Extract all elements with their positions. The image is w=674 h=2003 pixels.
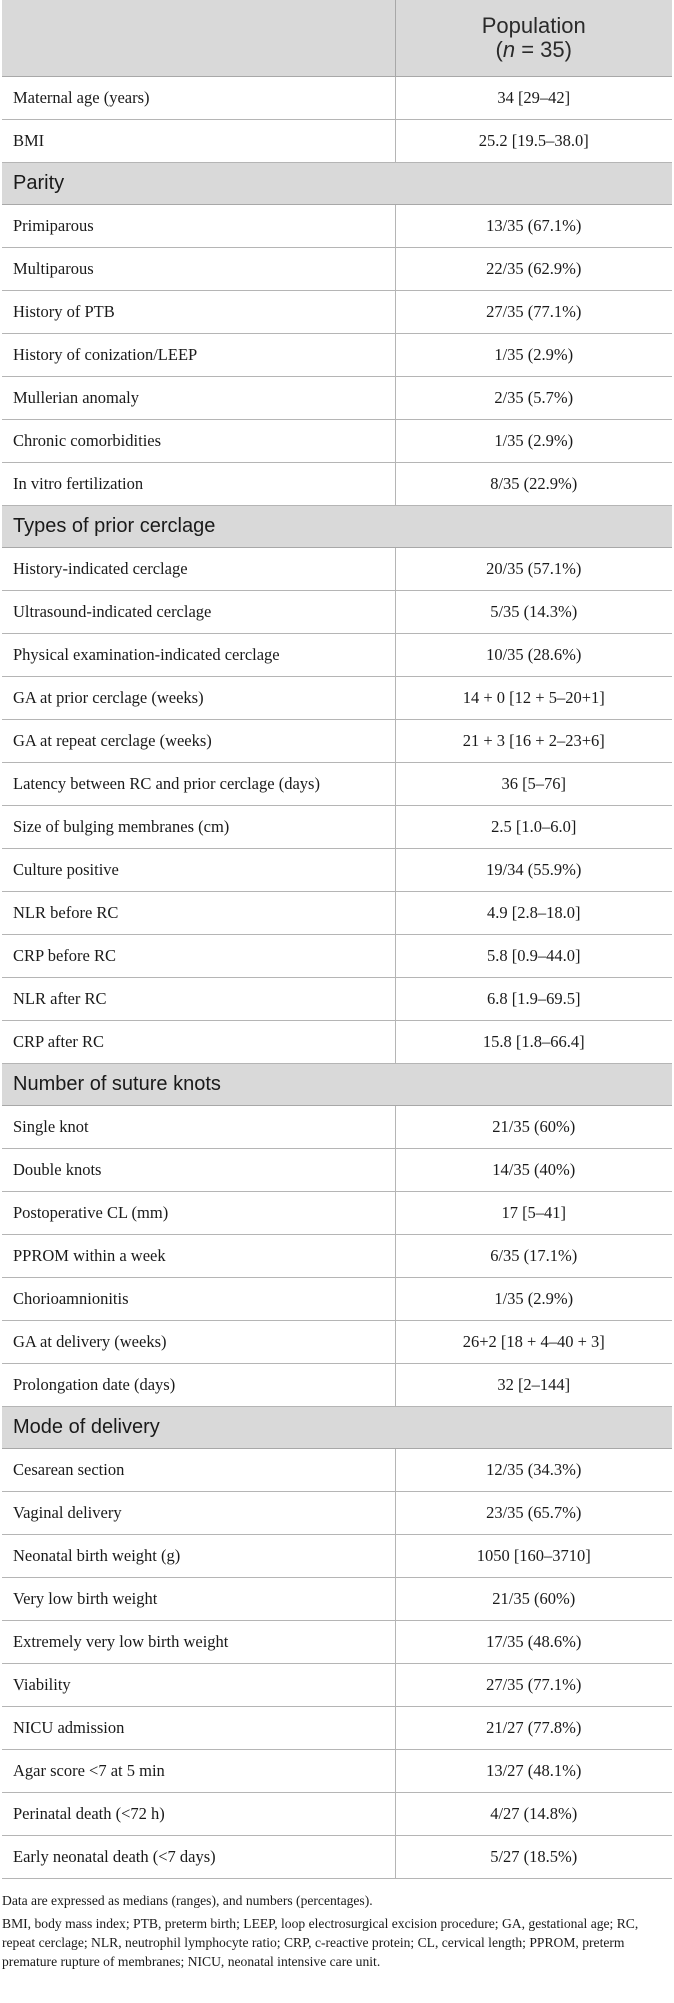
row-label: Single knot — [2, 1106, 395, 1149]
section-title: Number of suture knots — [2, 1064, 672, 1106]
table-row — [2, 978, 672, 1021]
table-row — [2, 720, 672, 763]
table-row — [2, 463, 672, 506]
table-row — [2, 1021, 672, 1064]
table-row — [2, 334, 672, 377]
row-label: Neonatal birth weight (g) — [2, 1535, 395, 1578]
row-label: Chronic comorbidities — [2, 420, 395, 463]
row-label: History-indicated cerclage — [2, 548, 395, 591]
row-label: Cesarean section — [2, 1449, 395, 1492]
header-cell-population — [395, 0, 672, 77]
row-value: 25.2 [19.5–38.0] — [395, 120, 672, 163]
row-value: 1050 [160–3710] — [395, 1535, 672, 1578]
table-row — [2, 1235, 672, 1278]
row-value: 21 + 3 [16 + 2–23+6] — [395, 720, 672, 763]
row-value: 17/35 (48.6%) — [395, 1621, 672, 1664]
table-row — [2, 763, 672, 806]
row-label: History of conization/LEEP — [2, 334, 395, 377]
demographics-table — [2, 0, 672, 1879]
table-row — [2, 1149, 672, 1192]
row-value: 36 [5–76] — [395, 763, 672, 806]
row-value: 4.9 [2.8–18.0] — [395, 892, 672, 935]
table-body — [2, 77, 672, 1879]
table-footnotes — [2, 1879, 672, 1971]
row-value: 27/35 (77.1%) — [395, 291, 672, 334]
table-row — [2, 1364, 672, 1407]
row-label: GA at repeat cerclage (weeks) — [2, 720, 395, 763]
row-value: 19/34 (55.9%) — [395, 849, 672, 892]
table-row — [2, 1321, 672, 1364]
header-row — [2, 0, 672, 77]
table-row — [2, 1793, 672, 1836]
row-label: CRP before RC — [2, 935, 395, 978]
row-value: 34 [29–42] — [395, 77, 672, 120]
row-label: Latency between RC and prior cerclage (days) — [2, 763, 395, 806]
row-label: CRP after RC — [2, 1021, 395, 1064]
table-row — [2, 1106, 672, 1149]
row-label: Culture positive — [2, 849, 395, 892]
row-value: 5.8 [0.9–44.0] — [395, 935, 672, 978]
section-title: Types of prior cerclage — [2, 506, 672, 548]
row-label: In vitro fertilization — [2, 463, 395, 506]
row-label: Multiparous — [2, 248, 395, 291]
row-label: BMI — [2, 120, 395, 163]
row-label: Extremely very low birth weight — [2, 1621, 395, 1664]
header-n-label: n — [502, 37, 516, 62]
table-row — [2, 291, 672, 334]
row-label: Mullerian anomaly — [2, 377, 395, 420]
table-row — [2, 849, 672, 892]
section-header-row — [2, 1407, 672, 1449]
row-value: 6/35 (17.1%) — [395, 1235, 672, 1278]
row-label: History of PTB — [2, 291, 395, 334]
row-label: Perinatal death (<72 h) — [2, 1793, 395, 1836]
table-row — [2, 1449, 672, 1492]
row-label: Early neonatal death (<7 days) — [2, 1836, 395, 1879]
row-value: 15.8 [1.8–66.4] — [395, 1021, 672, 1064]
row-value: 26+2 [18 + 4–40 + 3] — [395, 1321, 672, 1364]
row-label: GA at delivery (weeks) — [2, 1321, 395, 1364]
row-label: Viability — [2, 1664, 395, 1707]
row-value: 23/35 (65.7%) — [395, 1492, 672, 1535]
table-row — [2, 77, 672, 120]
table-row — [2, 1621, 672, 1664]
table-row — [2, 591, 672, 634]
row-label: Chorioamnionitis — [2, 1278, 395, 1321]
row-label: Primiparous — [2, 205, 395, 248]
section-title: Mode of delivery — [2, 1407, 672, 1449]
row-value: 1/35 (2.9%) — [395, 420, 672, 463]
row-value: 8/35 (22.9%) — [395, 463, 672, 506]
table-row — [2, 1707, 672, 1750]
row-value: 22/35 (62.9%) — [395, 248, 672, 291]
table-header — [2, 0, 672, 77]
row-label: Vaginal delivery — [2, 1492, 395, 1535]
row-label: Agar score <7 at 5 min — [2, 1750, 395, 1793]
table-row — [2, 1535, 672, 1578]
table-row — [2, 634, 672, 677]
table-row — [2, 1492, 672, 1535]
table-row — [2, 1278, 672, 1321]
row-label: NLR before RC — [2, 892, 395, 935]
row-value: 12/35 (34.3%) — [395, 1449, 672, 1492]
section-header-row — [2, 1064, 672, 1106]
row-value: 14 + 0 [12 + 5–20+1] — [395, 677, 672, 720]
table-row — [2, 1750, 672, 1793]
header-population-title: Population — [481, 13, 586, 38]
row-value: 4/27 (14.8%) — [395, 1793, 672, 1836]
table-row — [2, 120, 672, 163]
row-value: 1/35 (2.9%) — [395, 334, 672, 377]
table-row — [2, 892, 672, 935]
table-row — [2, 377, 672, 420]
header-population-n: (n = 35) — [495, 37, 572, 62]
row-value: 10/35 (28.6%) — [395, 634, 672, 677]
row-value: 5/27 (18.5%) — [395, 1836, 672, 1879]
row-label: NICU admission — [2, 1707, 395, 1750]
row-label: Ultrasound-indicated cerclage — [2, 591, 395, 634]
row-value: 13/35 (67.1%) — [395, 205, 672, 248]
row-value: 2.5 [1.0–6.0] — [395, 806, 672, 849]
row-label: NLR after RC — [2, 978, 395, 1021]
header-cell-label — [2, 0, 395, 77]
row-value: 6.8 [1.9–69.5] — [395, 978, 672, 1021]
row-label: PPROM within a week — [2, 1235, 395, 1278]
row-label: Double knots — [2, 1149, 395, 1192]
footnote-abbreviations: BMI, body mass index; PTB, preterm birth; LEEP, loop electrosurgical excision procedure; GA, gestational age; RC, repeat cerclage; NLR, neutrophil lymphocyte ratio; CRP, c-reactive protein; CL, cervical length; PPROM, preterm premature rupture of membranes; NICU, neonatal intensive care unit. — [2, 1916, 639, 1969]
row-label: GA at prior cerclage (weeks) — [2, 677, 395, 720]
table-row — [2, 1836, 672, 1879]
table-row — [2, 1192, 672, 1235]
table-row — [2, 1578, 672, 1621]
row-label: Very low birth weight — [2, 1578, 395, 1621]
row-label: Postoperative CL (mm) — [2, 1192, 395, 1235]
table-row — [2, 1664, 672, 1707]
row-label: Prolongation date (days) — [2, 1364, 395, 1407]
header-n-value: 35 — [540, 37, 565, 62]
row-value: 13/27 (48.1%) — [395, 1750, 672, 1793]
row-value: 21/27 (77.8%) — [395, 1707, 672, 1750]
footnote-data-expression: Data are expressed as medians (ranges), and numbers (percentages). — [2, 1893, 373, 1908]
row-value: 5/35 (14.3%) — [395, 591, 672, 634]
row-value: 21/35 (60%) — [395, 1106, 672, 1149]
row-value: 2/35 (5.7%) — [395, 377, 672, 420]
table-row — [2, 420, 672, 463]
table-row — [2, 548, 672, 591]
table-row — [2, 935, 672, 978]
row-value: 1/35 (2.9%) — [395, 1278, 672, 1321]
row-value: 32 [2–144] — [395, 1364, 672, 1407]
row-value: 14/35 (40%) — [395, 1149, 672, 1192]
row-label: Physical examination-indicated cerclage — [2, 634, 395, 677]
row-value: 17 [5–41] — [395, 1192, 672, 1235]
section-header-row — [2, 506, 672, 548]
section-header-row — [2, 163, 672, 205]
table-row — [2, 248, 672, 291]
section-title: Parity — [2, 163, 672, 205]
row-label: Size of bulging membranes (cm) — [2, 806, 395, 849]
row-value: 20/35 (57.1%) — [395, 548, 672, 591]
table-row — [2, 806, 672, 849]
row-value: 21/35 (60%) — [395, 1578, 672, 1621]
row-label: Maternal age (years) — [2, 77, 395, 120]
table-row — [2, 205, 672, 248]
row-value: 27/35 (77.1%) — [395, 1664, 672, 1707]
table-row — [2, 677, 672, 720]
